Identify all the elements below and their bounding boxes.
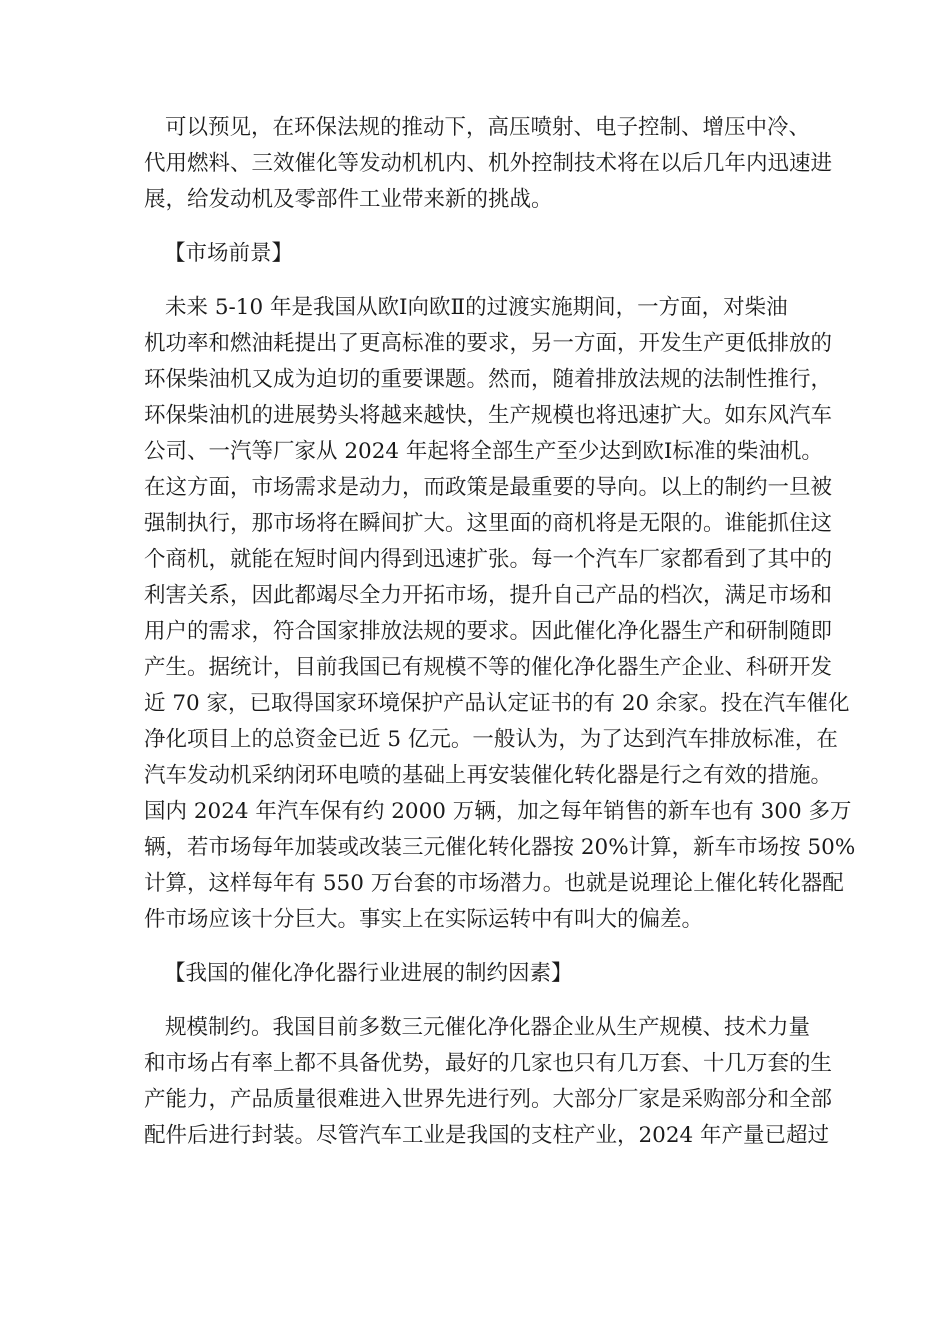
text-line: 未来 5-10 年是我国从欧Ⅰ向欧Ⅱ的过渡实施期间，一方面，对柴油 — [165, 295, 788, 320]
text-line: 辆，若市场每年加装或改装三元催化转化器按 20%计算，新车市场按 50% — [144, 835, 856, 860]
text-line: 产生。据统计，目前我国已有规模不等的催化净化器生产企业、科研开发 — [144, 655, 833, 680]
text-line: 强制执行，那市场将在瞬间扩大。这里面的商机将是无限的。谁能抓住这 — [144, 511, 833, 536]
text-line: 公司、一汽等厂家从 2024 年起将全部生产至少达到欧Ⅰ标准的柴油机。 — [144, 439, 823, 464]
text-line: 个商机，就能在短时间内得到迅速扩张。每一个汽车厂家都看到了其中的 — [144, 547, 833, 572]
section-heading-constraints: 【我国的催化净化器行业进展的制约因素】 — [164, 961, 573, 986]
text-line: 用户的需求，符合国家排放法规的要求。因此催化净化器生产和研制随即 — [144, 619, 833, 644]
text-line: 国内 2024 年汽车保有约 2000 万辆，加之每年销售的新车也有 300 多万 — [144, 799, 852, 824]
text-line: 件市场应该十分巨大。事实上在实际运转中有叫大的偏差。 — [144, 907, 704, 932]
paragraph-outlook — [144, 110, 834, 218]
text-line: 在这方面，市场需求是动力，而政策是最重要的导向。以上的制约一旦被 — [144, 475, 833, 500]
text-line: 净化项目上的总资金已近 5 亿元。一般认为，为了达到汽车排放标准，在 — [144, 727, 838, 752]
text-line: 代用燃料、三效催化等发动机机内、机外控制技术将在以后几年内迅速进 — [144, 151, 833, 176]
paragraph-scale-constraints — [144, 1010, 834, 1154]
paragraph-market — [144, 290, 856, 938]
text-line: 汽车发动机采纳闭环电喷的基础上再安装催化转化器是行之有效的措施。 — [144, 763, 833, 788]
text-line: 利害关系，因此都竭尽全力开拓市场，提升自己产品的档次，满足市场和 — [144, 583, 833, 608]
text-line: 计算，这样每年有 550 万台套的市场潜力。也就是说理论上催化转化器配 — [144, 871, 844, 896]
text-line: 产能力，产品质量很难进入世界先进行列。大部分厂家是采购部分和全部 — [144, 1087, 833, 1112]
text-line: 可以预见，在环保法规的推动下，高压喷射、电子控制、增压中冷、 — [165, 115, 811, 140]
document-page — [144, 110, 856, 1154]
text-line: 规模制约。我国目前多数三元催化净化器企业从生产规模、技术力量 — [165, 1015, 811, 1040]
text-line: 环保柴油机又成为迫切的重要课题。然而，随着排放法规的法制性推行， — [144, 367, 833, 392]
text-line: 机功率和燃油耗提出了更高标准的要求，另一方面，开发生产更低排放的 — [144, 331, 833, 356]
text-line: 和市场占有率上都不具备优势，最好的几家也只有几万套、十几万套的生 — [144, 1051, 833, 1076]
text-line: 近 70 家，已取得国家环境保护产品认定证书的有 20 余家。投在汽车催化 — [144, 691, 850, 716]
text-line: 环保柴油机的进展势头将越来越快，生产规模也将迅速扩大。如东风汽车 — [144, 403, 833, 428]
text-line: 展，给发动机及零部件工业带来新的挑战。 — [144, 187, 553, 212]
text-line: 配件后进行封装。尽管汽车工业是我国的支柱产业，2024 年产量已超过 — [144, 1123, 830, 1148]
section-heading-market-outlook: 【市场前景】 — [164, 241, 294, 266]
